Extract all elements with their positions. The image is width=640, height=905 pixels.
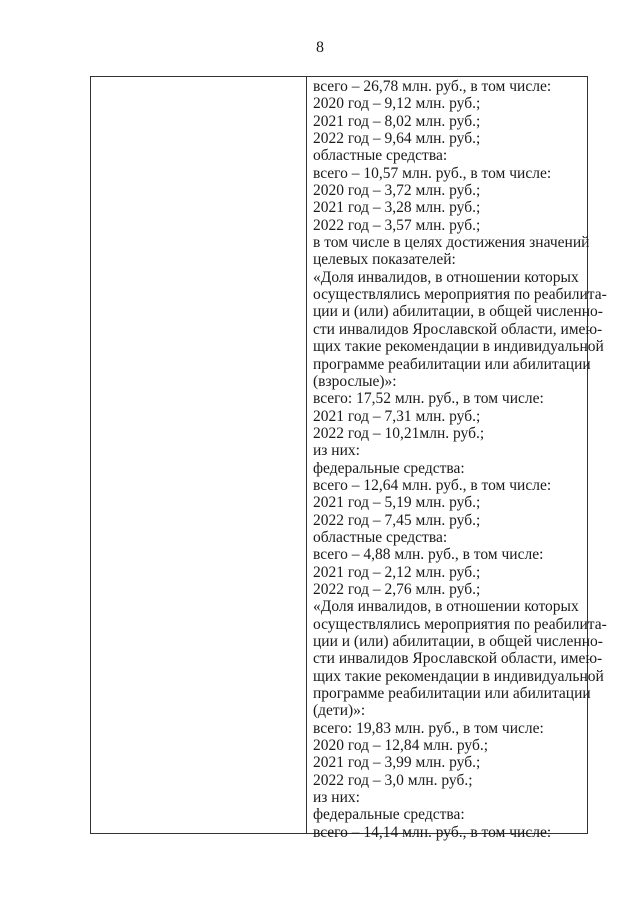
- table-right-column: [307, 77, 607, 841]
- text-line: 2022 год – 10,21млн. руб.;: [313, 424, 485, 442]
- text-line: из них:: [313, 442, 360, 460]
- text-line: программе реабилитации или абилитации: [313, 355, 591, 373]
- text-line: федеральные средства:: [313, 459, 465, 477]
- text-line: 2021 год – 2,12 млн. руб.;: [313, 563, 481, 581]
- text-line: федеральные средства:: [313, 806, 465, 824]
- text-line: (дети)»:: [313, 702, 366, 720]
- text-line: всего: 17,52 млн. руб., в том числе:: [313, 390, 544, 408]
- text-line: осуществлялись мероприятия по реабилита-: [313, 286, 607, 304]
- text-line: в том числе в целях достижения значений: [313, 234, 590, 252]
- text-line: 2022 год – 9,64 млн. руб.;: [313, 130, 481, 148]
- text-line: 2022 год – 2,76 млн. руб.;: [313, 580, 481, 598]
- text-line: сти инвалидов Ярославской области, имею-: [313, 320, 603, 338]
- text-line: всего – 14,14 млн. руб., в том числе:: [313, 823, 552, 841]
- text-line: 2022 год – 3,57 млн. руб.;: [313, 216, 481, 234]
- text-line: всего – 10,57 млн. руб., в том числе:: [313, 164, 552, 182]
- text-line: осуществлялись мероприятия по реабилита-: [313, 615, 607, 633]
- text-line: щих такие рекомендации в индивидуальной: [313, 667, 604, 685]
- text-line: 2021 год – 3,28 млн. руб.;: [313, 199, 481, 217]
- text-line: программе реабилитации или абилитации: [313, 685, 591, 703]
- text-line: всего – 4,88 млн. руб., в том числе:: [313, 546, 544, 564]
- text-line: всего – 26,78 млн. руб., в том числе:: [313, 78, 552, 95]
- text-line: 2020 год – 12,84 млн. руб.;: [313, 737, 489, 755]
- document-table: [90, 76, 607, 841]
- table-left-column: [91, 77, 307, 833]
- page-number: 8: [316, 39, 324, 56]
- text-line: 2021 год – 5,19 млн. руб.;: [313, 494, 481, 512]
- text-line: целевых показателей:: [313, 251, 456, 269]
- text-line: «Доля инвалидов, в отношении которых: [313, 268, 579, 286]
- text-line: областные средства:: [313, 147, 448, 165]
- text-line: из них:: [313, 789, 360, 807]
- text-line: (взрослые)»:: [313, 372, 397, 390]
- text-line: всего: 19,83 млн. руб., в том числе:: [313, 719, 544, 737]
- text-line: 2021 год – 8,02 млн. руб.;: [313, 112, 481, 130]
- text-line: 2021 год – 7,31 млн. руб.;: [313, 407, 481, 425]
- text-line: 2022 год – 3,0 млн. руб.;: [313, 771, 473, 789]
- text-line: ции и (или) абилитации, в общей численно-: [313, 303, 603, 321]
- text-line: 2022 год – 7,45 млн. руб.;: [313, 511, 481, 529]
- text-line: 2021 год – 3,99 млн. руб.;: [313, 754, 481, 772]
- text-line: всего – 12,64 млн. руб., в том числе:: [313, 476, 552, 494]
- text-line: 2020 год – 9,12 млн. руб.;: [313, 95, 481, 113]
- text-line: ции и (или) абилитации, в общей численно-: [313, 633, 603, 650]
- text-line: 2020 год – 3,72 млн. руб.;: [313, 182, 481, 200]
- text-line: областные средства:: [313, 528, 448, 546]
- text-line: щих такие рекомендации в индивидуальной: [313, 338, 604, 356]
- text-line: «Доля инвалидов, в отношении которых: [313, 598, 579, 616]
- text-line: сти инвалидов Ярославской области, имею-: [313, 650, 603, 668]
